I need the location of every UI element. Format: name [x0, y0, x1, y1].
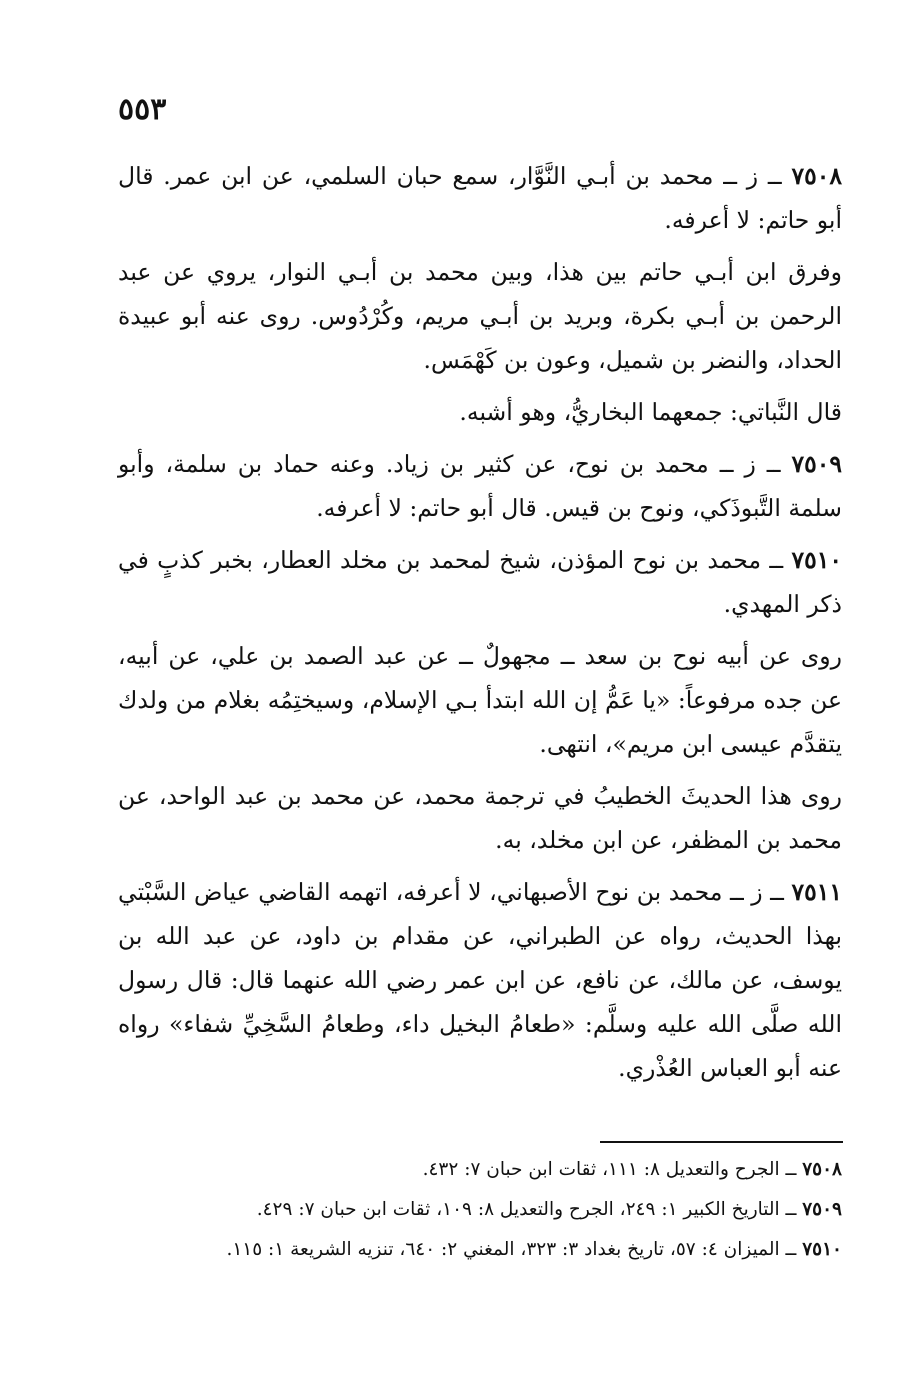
footnote-item [118, 1150, 842, 1190]
footnote-divider [600, 1141, 843, 1143]
footnotes [118, 1150, 842, 1270]
entry-number: ٧٥٠٩ [791, 450, 842, 478]
paragraph-entry-7510 [118, 538, 842, 626]
page-number: ٥٥٣ [118, 92, 167, 127]
paragraph-text: وفرق ابن أبـي حاتم بين هذا، وبين محمد بن أبـي النوار، يروي عن عبد الرحمن بن أبـي بكرة، وبريد بن أبـي مريم، وكُرْدُوس. روى عنه أبو عبيدة الحداد، والنضر بن شميل، وعون بن كَهْمَس. [118, 258, 842, 374]
paragraph-entry-7509 [118, 442, 842, 530]
footnote-number: ٧٥١٠ [802, 1239, 842, 1260]
footnote-text: ــ الجرح والتعديل ٨: ١١١، ثقات ابن حبان ٧: ٤٣٢. [422, 1159, 803, 1180]
paragraph-text: ــ ز ــ محمد بن نوح، عن كثير بن زياد. وعنه حماد بن سلمة، وأبو سلمة التَّبوذَكي، ونوح بن قيس. قال أبو حاتم: لا أعرفه. [118, 450, 842, 522]
paragraph-entry-7508 [118, 154, 842, 242]
footnote-number: ٧٥٠٨ [802, 1159, 842, 1180]
footnote-item [118, 1190, 842, 1230]
paragraph-comment [118, 634, 842, 766]
entry-number: ٧٥١١ [791, 878, 842, 906]
paragraph-comment [118, 250, 842, 382]
footnote-text: ــ الميزان ٤: ٥٧، تاريخ بغداد ٣: ٣٢٣، المغني ٢: ٦٤٠، تنزيه الشريعة ١: ١١٥. [226, 1239, 803, 1260]
paragraph-text: ــ ز ــ محمد بن أبـي النَّوَّار، سمع حبان السلمي، عن ابن عمر. قال أبو حاتم: لا أعرفه. [118, 162, 842, 234]
main-text [118, 154, 842, 1098]
footnote-number: ٧٥٠٩ [802, 1199, 842, 1220]
footnote-text: ــ التاريخ الكبير ١: ٢٤٩، الجرح والتعديل ٨: ١٠٩، ثقات ابن حبان ٧: ٤٢٩. [256, 1199, 803, 1220]
entry-number: ٧٥٠٨ [791, 162, 842, 190]
paragraph-text: روى هذا الحديثَ الخطيبُ في ترجمة محمد، عن محمد بن عبد الواحد، عن محمد بن المظفر، عن ابن مخلد، به. [118, 782, 842, 854]
entry-number: ٧٥١٠ [791, 546, 842, 574]
paragraph-text: ــ محمد بن نوح المؤذن، شيخ لمحمد بن مخلد العطار، بخبر كذبٍ في ذكر المهدي. [118, 546, 842, 618]
paragraph-text: روى عن أبيه نوح بن سعد ــ مجهولٌ ــ عن عبد الصمد بن علي، عن أبيه، عن جده مرفوعاً: «يا عَمُّ إن الله ابتدأ بـي الإسلام، وسيختِمُه بغلام من ولدك يتقدَّم عيسى ابن مريم»، انتهى. [118, 642, 842, 758]
footnote-item [118, 1230, 842, 1270]
paragraph-comment [118, 774, 842, 862]
paragraph-comment [118, 390, 842, 434]
paragraph-entry-7511 [118, 870, 842, 1090]
paragraph-text: ــ ز ــ محمد بن نوح الأصبهاني، لا أعرفه، اتهمه القاضي عياض السَّبْتي بهذا الحديث، رواه عن الطبراني، عن مقدام بن داود، عن عبد الله بن يوسف، عن مالك، عن نافع، عن ابن عمر رضي الله عنهما قال: قال رسول الله صلَّى الله عليه وسلَّم: «طعامُ البخيل داء، وطعامُ السَّخِيِّ شفاء» رواه عنه أبو العباس العُذْري. [118, 878, 842, 1082]
paragraph-text: قال النَّباتي: جمعهما البخاريُّ، وهو أشبه. [459, 398, 842, 426]
